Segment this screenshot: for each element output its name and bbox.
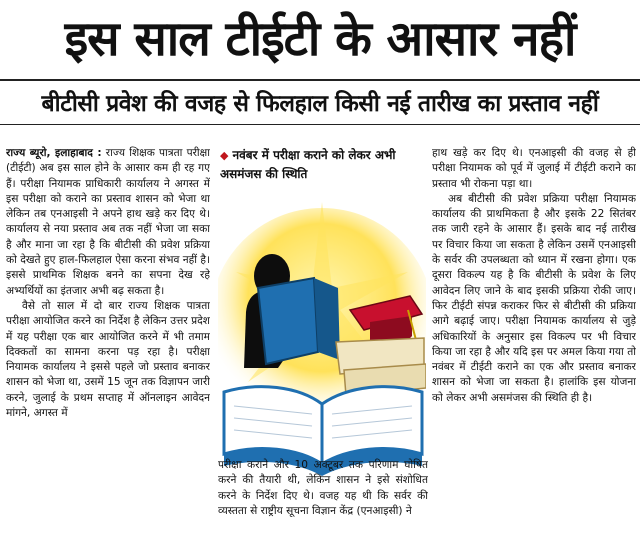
subheadline: बीटीसी प्रवेश की वजह से फिलहाल किसी नई तारीख का प्रस्ताव नहीं — [41, 91, 599, 117]
callout — [220, 146, 420, 183]
paragraph-4: हाथ खड़े कर दिए थे। एनआइसी की वजह से ही परीक्षा नियामक को पूर्व में जुलाई में टीईटी कराने का प्रस्ताव भी रोकना पड़ा था। — [432, 147, 636, 190]
article-column-2 — [218, 458, 428, 534]
paragraph-3: परीक्षा कराने और 10 अक्टूबर तक परिणाम घोषित करने की तैयारी थी, लेकिन शासन ने इसे संशोधित करने के निर्देश दिए थे। वजह यह थी कि सर्वर की व्यस्तता से राष्ट्रीय सूचना विज्ञान केंद्र (एनआइसी) ने — [218, 459, 428, 517]
book-illustration — [218, 192, 426, 484]
byline: राज्य ब्यूरो, इलाहाबाद : — [6, 147, 102, 159]
headline: इस साल टीईटी के आसार नहीं — [64, 11, 576, 67]
subheadline-rule — [0, 124, 640, 125]
subheadline-bar — [0, 82, 640, 122]
book-graduation-cap-icon — [218, 192, 426, 484]
paragraph-1-text: राज्य शिक्षक पात्रता परीक्षा (टीईटी) अब इस साल होने के आसार कम ही रह गए हैं। परीक्षा नियामक प्राधिकारी कार्यालय ने अगस्त में इस परीक्षा को कराने का प्रस्ताव शासन को भेजा था लेकिन तब एनआइसी ने अपने हाथ खड़े कर दिए थे। कार्यालय से नया प्रस्ताव अब तक नहीं भेजा जा सका है और माना जा रहा है कि बीटीसी की प्रवेश प्रक्रिया को देखते हुए हाल-फिलहाल ऐसा करना संभव नहीं है। इससे प्राथमिक शिक्षक बनने का सपना देख रहे अभ्यर्थियों का इंतजार अभी बढ़ सकता है। — [6, 147, 210, 297]
paragraph-1 — [6, 146, 210, 299]
diamond-bullet-icon: ◆ — [220, 149, 229, 162]
article-column-3 — [432, 146, 636, 534]
paragraph-2: वैसे तो साल में दो बार राज्य शिक्षक पात्रता परीक्षा आयोजित करने का निर्देश है लेकिन उत्तर प्रदेश में यह परीक्षा एक बार आयोजित करने में भी तमाम दिक्कतों का सामना करना पड़ रहा है। परीक्षा नियामक कार्यालय ने इससे पहले जो प्रस्ताव बनाकर शासन को भेजा था, उसमें 15 जून तक विज्ञापन जारी करने, जुलाई के प्रथम सप्ताह में ऑनलाइन आवेदन मांगने, अगस्त में — [6, 299, 210, 420]
paragraph-5: अब बीटीसी की प्रवेश प्रक्रिया परीक्षा नियामक कार्यालय की प्राथमिकता है और इसके 22 सितंबर तक जारी रहने के आसार हैं। इसके बाद नई तारीख पर विचार किया जा सकता है लेकिन उसमें एनआइसी के सर्वर की उपलब्धता को ध्यान में रखना होगा। एक दूसरा विकल्प यह है कि बीटीसी के प्रवेश के लिए आवेदन लिए जाने के बाद इसकी प्रक्रिया रोकी जाए। फिर टीईटी संपन्न कराकर फिर से बीटीसी की प्रक्रिया आगे बढ़ाई जाए। परीक्षा नियामक कार्यालय से जुड़े अधिकारियों के अनुसार इस विकल्प पर भी विचार किया जा रहा है और यदि इस पर अमल किया गया तो नवंबर में टीईटी कराने का एक और प्रस्ताव बनाकर शासन को भेजा जा सकता है। हालांकि इस योजना को लेकर अभी असमंजस की स्थिति ही है। — [432, 192, 636, 404]
headline-rule — [0, 79, 640, 81]
article-column-1 — [6, 146, 210, 534]
callout-text: नवंबर में परीक्षा कराने को लेकर अभी असमंजस की स्थिति — [220, 148, 396, 181]
